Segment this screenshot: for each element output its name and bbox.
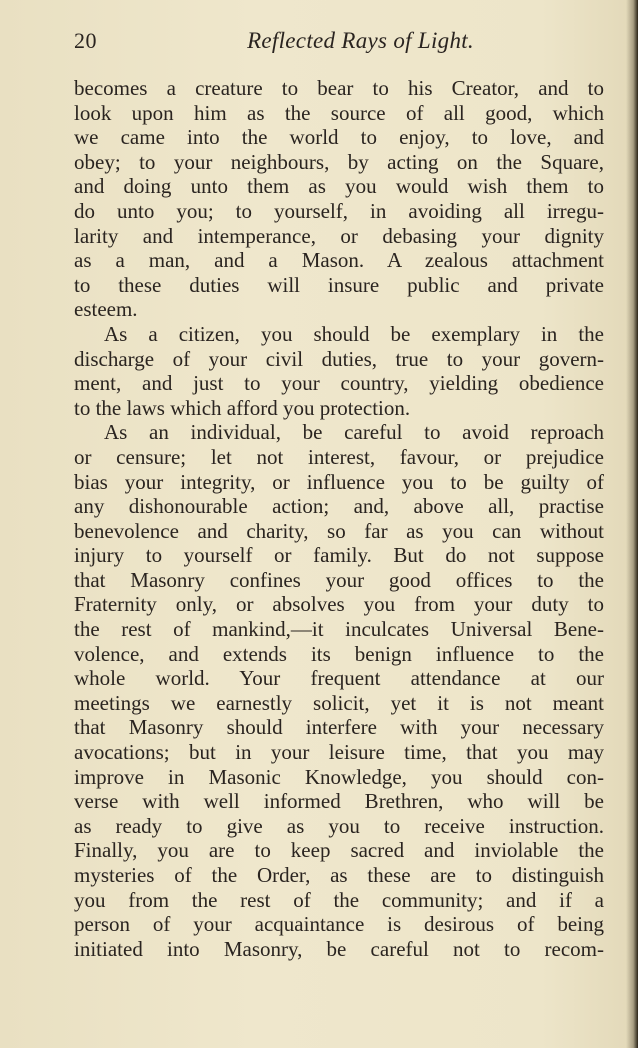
- page-header: [74, 28, 604, 58]
- page-number: 20: [74, 28, 97, 53]
- text-line: As a citizen, you should be exemplary in the: [104, 321, 604, 346]
- running-head: Reflected Rays of Light.: [247, 28, 474, 53]
- text-line: injury to yourself or family. But do not suppose: [74, 543, 604, 568]
- text-line: to the laws which afford you protection.: [74, 395, 411, 420]
- text-line: do unto you; to yourself, in avoiding all irregu-: [74, 198, 604, 223]
- text-line: As an individual, be careful to avoid reproach: [104, 420, 604, 445]
- text-line: improve in Masonic Knowledge, you should con-: [74, 764, 604, 789]
- text-line: Finally, you are to keep sacred and inviolable the: [74, 838, 604, 863]
- page-edge-shadow: [626, 0, 638, 1048]
- text-line: larity and intemperance, or debasing your dignity: [74, 223, 604, 248]
- text-line: meetings we earnestly solicit, yet it is not meant: [74, 690, 604, 715]
- body-text: [74, 76, 604, 961]
- text-line: esteem.: [74, 297, 138, 322]
- text-line: verse with well informed Brethren, who will be: [74, 789, 604, 814]
- text-line: we came into the world to enjoy, to love, and: [74, 125, 604, 150]
- text-line: initiated into Masonry, be careful not to recom-: [74, 936, 604, 961]
- text-line: or censure; let not interest, favour, or prejudice: [74, 444, 604, 469]
- text-line: to these duties will insure public and private: [74, 272, 604, 297]
- text-line: any dishonourable action; and, above all, practise: [74, 494, 604, 519]
- text-line: look upon him as the source of all good, which: [74, 100, 604, 125]
- text-line: as a man, and a Mason. A zealous attachment: [74, 248, 604, 273]
- text-line: you from the rest of the community; and if a: [74, 887, 604, 912]
- text-line: mysteries of the Order, as these are to distinguish: [74, 863, 604, 887]
- text-line: that Masonry confines your good offices to the: [74, 567, 604, 592]
- text-line: person of your acquaintance is desirous of being: [74, 912, 604, 937]
- text-line: discharge of your civil duties, true to your govern-: [74, 346, 604, 371]
- text-line: Fraternity only, or absolves you from your duty to: [74, 592, 604, 617]
- text-line: whole world. Your frequent attendance at our: [74, 666, 604, 691]
- text-line: and doing unto them as you would wish them to: [74, 174, 604, 199]
- text-line: avocations; but in your leisure time, that you may: [74, 740, 604, 765]
- text-line: obey; to your neighbours, by acting on the Square,: [74, 149, 604, 174]
- text-line: that Masonry should interfere with your necessary: [74, 715, 604, 740]
- text-line: as ready to give as you to receive instruction.: [74, 813, 604, 838]
- text-line: the rest of mankind,—it inculcates Universal Bene-: [74, 617, 604, 642]
- text-line: volence, and extends its benign influence to the: [74, 641, 604, 666]
- text-line: ment, and just to your country, yielding obedience: [74, 371, 604, 396]
- text-line: becomes a creature to bear to his Creator, and to: [74, 76, 604, 100]
- text-line: benevolence and charity, so far as you can without: [74, 518, 604, 543]
- text-line: bias your integrity, or influence you to be guilty of: [74, 469, 604, 494]
